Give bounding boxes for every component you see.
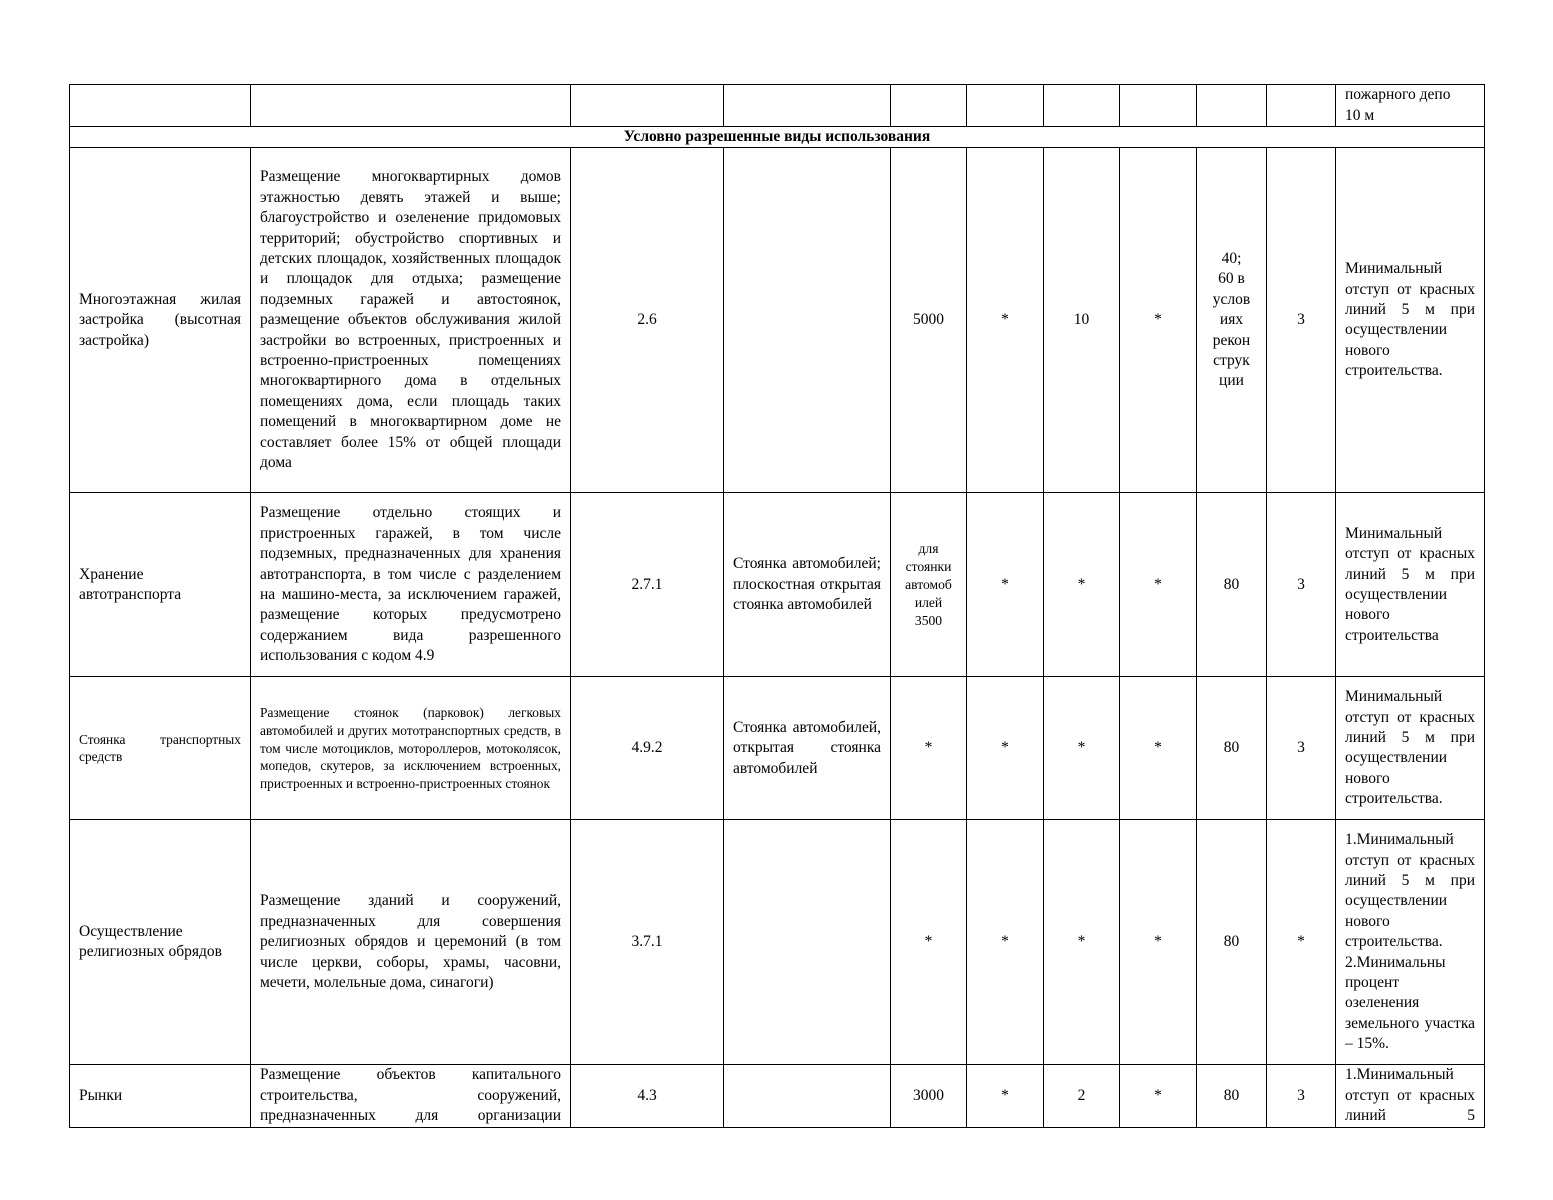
table-row <box>70 148 1485 493</box>
notes-cell: 1.Минимальный отступ от красных линий 5 <box>1336 1065 1485 1127</box>
value-cell: * <box>1120 493 1197 677</box>
use-name-cell: Стоянка транспортных средств <box>70 677 251 820</box>
value-cell: * <box>967 1065 1044 1127</box>
table-row <box>70 85 1485 127</box>
value-cell: * <box>1120 677 1197 820</box>
value-cell: 3 <box>1267 148 1336 493</box>
table-cell <box>967 85 1044 127</box>
table-cell <box>251 85 571 127</box>
value-cell: * <box>967 148 1044 493</box>
value-cell: 40; 60 в услов иях рекон струк ции <box>1197 148 1267 493</box>
code-cell: 4.9.2 <box>571 677 724 820</box>
description-cell: Размещение зданий и сооружений, предназначенных для совершения религиозных обрядов и церемоний (в том числе церкви, соборы, храмы, часовни, мечети, молельные дома, синагоги) <box>251 820 571 1065</box>
use-name-cell: Многоэтажная жилая застройка (высотная застройка) <box>70 148 251 493</box>
code-cell: 4.3 <box>571 1065 724 1127</box>
code-cell: 2.6 <box>571 148 724 493</box>
value-cell: 80 <box>1197 493 1267 677</box>
description-cell: Размещение объектов капитального строительства, сооружений, предназначенных для организации <box>251 1065 571 1127</box>
use-name-cell: Хранение автотранспорта <box>70 493 251 677</box>
value-cell: 3000 <box>891 1065 967 1127</box>
value-cell: 5000 <box>891 148 967 493</box>
value-cell: * <box>967 493 1044 677</box>
table-cell <box>571 85 724 127</box>
notes-cell: Минимальный отступ от красных линий 5 м при осуществлении нового строительства. <box>1336 677 1485 820</box>
value-cell: * <box>1044 820 1120 1065</box>
code-cell: 2.7.1 <box>571 493 724 677</box>
table-row <box>70 677 1485 820</box>
description-cell: Размещение многоквартирных домов этажностью девять этажей и выше; благоустройство и озеленение придомовых территорий; обустройство спортивных и детских площадок, хозяйственных площадок и площадок для отдыха; размещение подземных гаражей и автостоянок, размещение объектов обслуживания жилой застройки во встроенных, пристроенных и встроенно-пристроенных помещениях многоквартирного дома в отдельных помещениях дома, если площадь таких помещений в многоквартирном доме не составляет более 15% от общей площади дома <box>251 148 571 493</box>
object-cell: Стоянка автомобилей, открытая стоянка автомобилей <box>724 677 891 820</box>
value-cell: 10 <box>1044 148 1120 493</box>
table-row <box>70 493 1485 677</box>
value-cell: 80 <box>1197 820 1267 1065</box>
object-cell <box>724 148 891 493</box>
value-cell: 80 <box>1197 1065 1267 1127</box>
object-cell <box>724 1065 891 1127</box>
value-cell: 3 <box>1267 1065 1336 1127</box>
notes-cell: Минимальный отступ от красных линий 5 м при осуществлении нового строительства <box>1336 493 1485 677</box>
value-cell: * <box>1044 677 1120 820</box>
section-title: Условно разрешенные виды использования <box>70 127 1485 148</box>
value-cell: 2 <box>1044 1065 1120 1127</box>
section-header-row <box>70 127 1485 148</box>
zoning-table <box>69 84 1485 1128</box>
value-cell: 80 <box>1197 677 1267 820</box>
table-cell <box>724 85 891 127</box>
value-cell: 3 <box>1267 677 1336 820</box>
value-cell: * <box>1120 820 1197 1065</box>
value-cell: * <box>967 820 1044 1065</box>
notes-cell: пожарного депо 10 м <box>1336 85 1485 127</box>
table-cell <box>891 85 967 127</box>
notes-cell: 1.Минимальный отступ от красных линий 5 м при осуществлении нового строительства. 2.Минимальны процент озеленения земельного участка – 15%. <box>1336 820 1485 1065</box>
value-cell: * <box>1120 1065 1197 1127</box>
object-cell <box>724 820 891 1065</box>
use-name-cell: Осуществление религиозных обрядов <box>70 820 251 1065</box>
value-cell: для стоянки автомоб илей 3500 <box>891 493 967 677</box>
table-cell <box>1197 85 1267 127</box>
description-cell: Размещение отдельно стоящих и пристроенных гаражей, в том числе подземных, предназначенных для хранения автотранспорта, в том числе с разделением на машино-места, за исключением гаражей, размещение которых предусмотрено содержанием вида разрешенного использования с кодом 4.9 <box>251 493 571 677</box>
description-cell: Размещение стоянок (парковок) легковых автомобилей и других мототранспортных средств, в том числе мотоциклов, мотороллеров, мотоколясок, мопедов, скутеров, за исключением встроенных, пристроенных и встроенно-пристроенных стоянок <box>251 677 571 820</box>
code-cell: 3.7.1 <box>571 820 724 1065</box>
table-cell <box>1267 85 1336 127</box>
table-cell <box>70 85 251 127</box>
table-row <box>70 820 1485 1065</box>
value-cell: * <box>891 677 967 820</box>
table-cell <box>1120 85 1197 127</box>
value-cell: * <box>967 677 1044 820</box>
notes-cell: Минимальный отступ от красных линий 5 м при осуществлении нового строительства. <box>1336 148 1485 493</box>
value-cell: * <box>1267 820 1336 1065</box>
value-cell: 3 <box>1267 493 1336 677</box>
value-cell: * <box>1120 148 1197 493</box>
object-cell: Стоянка автомобилей; плоскостная открытая стоянка автомобилей <box>724 493 891 677</box>
value-cell: * <box>891 820 967 1065</box>
value-cell: * <box>1044 493 1120 677</box>
table-cell <box>1044 85 1120 127</box>
table-row <box>70 1065 1485 1127</box>
use-name-cell: Рынки <box>70 1065 251 1127</box>
